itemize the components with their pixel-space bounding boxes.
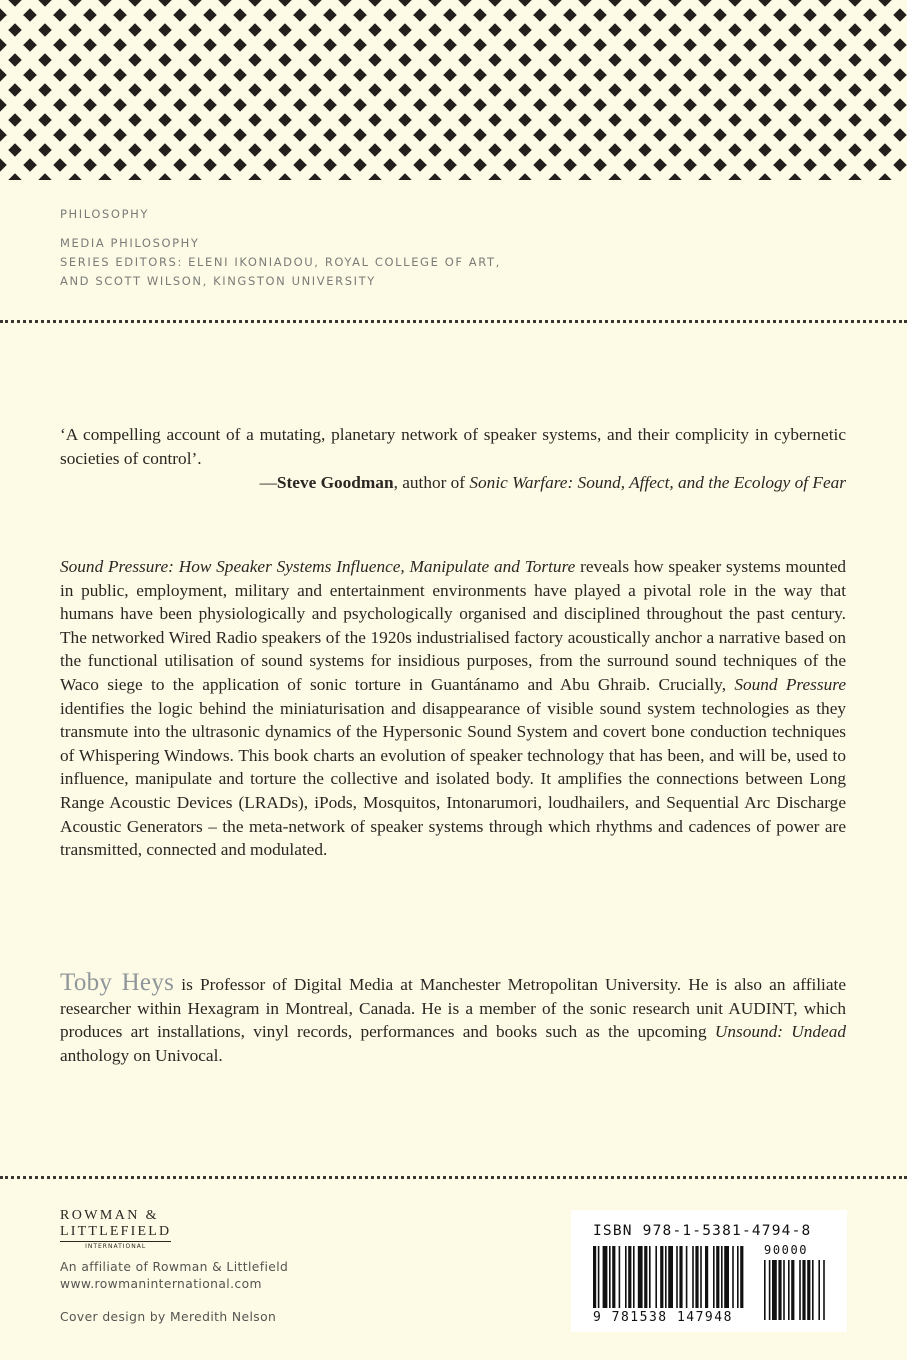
publisher-affiliate: An affiliate of Rowman & Littlefield (60, 1260, 289, 1274)
category-label: PHILOSOPHY (60, 207, 149, 221)
quote-author-name: Steve Goodman (276, 473, 394, 492)
dotted-divider-bottom (0, 1176, 907, 1179)
author-bio-part-1: is Professor of Digital Media at Manchester Metropolitan University. He is also an affiliate researcher within Hexagram in Montreal, Canada. He is a member of the sonic research unit AUDINT, which produces art installations, vinyl records, performances and books such as the upcoming (60, 975, 847, 1042)
book-title: Sound Pressure: How Speaker Systems Influence, Manipulate and Torture (60, 557, 576, 576)
isbn-number: ISBN 978-1-5381-4794-8 (593, 1223, 812, 1239)
author-bio (60, 971, 846, 1067)
author-book-title: Unsound: Undead (714, 1022, 846, 1042)
book-description (60, 555, 846, 862)
series-line-3: AND SCOTT WILSON, KINGSTON UNIVERSITY (60, 274, 376, 288)
quote-author-role: , author of (393, 473, 470, 492)
author-bio-part-2: anthology on Univocal. (60, 1045, 223, 1065)
logo-line-2: LITTLEFIELD (60, 1224, 171, 1242)
publisher-website: www.rowmaninternational.com (60, 1277, 262, 1291)
series-line-1: MEDIA PHILOSOPHY (60, 236, 200, 250)
cover-pattern (0, 0, 907, 180)
diamond-pattern-graphic (0, 0, 907, 180)
dotted-divider-top (0, 320, 907, 323)
series-line-2: SERIES EDITORS: ELENI IKONIADOU, ROYAL COLLEGE OF ART, (60, 255, 501, 269)
description-part-2: identifies the logic behind the miniaturisation and disappearance of visible sound system technologies as they transmute into the ultrasonic dynamics of the Hypersonic Sound System and covert bone conduction techniques of Whispering Windows. This book charts an evolution of speaker technology that has been, and will be, used to influence, manipulate and torture the collective and isolated body. It amplifies the connections between Long Range Acoustic Devices (LRADs), iPods, Mosquitos, Intonarumori, loudhailers, and Sequential Arc Discharge Acoustic Generators – the meta-network of speaker systems through which rhythms and cadences of power are transmitted, connected and modulated. (60, 698, 846, 860)
author-name: Toby Heys (60, 969, 175, 996)
description-part-1: reveals how speaker systems mounted in public, employment, military and entertainment environments have played a pivotal role in the way that humans have been physiologically and psychologically organised and disciplined throughout the past century. The networked Wired Radio speakers of the 1920s industrialised factory acoustically anchor a narrative based on the functional utilisation of sound systems for insidious purposes, from the surround sound techniques of the Waco siege to the application of sonic torture in Guantánamo and Abu Ghraib. Crucially, (60, 557, 846, 694)
logo-line-3: INTERNATIONAL (85, 1243, 147, 1250)
endorsement-quote: ‘A compelling account of a mutating, planetary network of speaker systems, and their complicity in cybernetic societies of control’. (60, 425, 846, 468)
isbn-barcode-box (571, 1210, 847, 1332)
price-addon-number: 90000 (764, 1243, 809, 1257)
barcode-digits: 9 781538 147948 (593, 1310, 733, 1325)
quote-attribution (260, 473, 846, 493)
quote-author-work: Sonic Warfare: Sound, Affect, and the Ecology of Fear (469, 473, 846, 492)
quote-dash: — (259, 473, 277, 492)
logo-line-1: ROWMAN & (60, 1208, 159, 1223)
cover-design-credit: Cover design by Meredith Nelson (60, 1310, 277, 1324)
book-short-title: Sound Pressure (734, 674, 846, 694)
publisher-logo (60, 1208, 171, 1250)
